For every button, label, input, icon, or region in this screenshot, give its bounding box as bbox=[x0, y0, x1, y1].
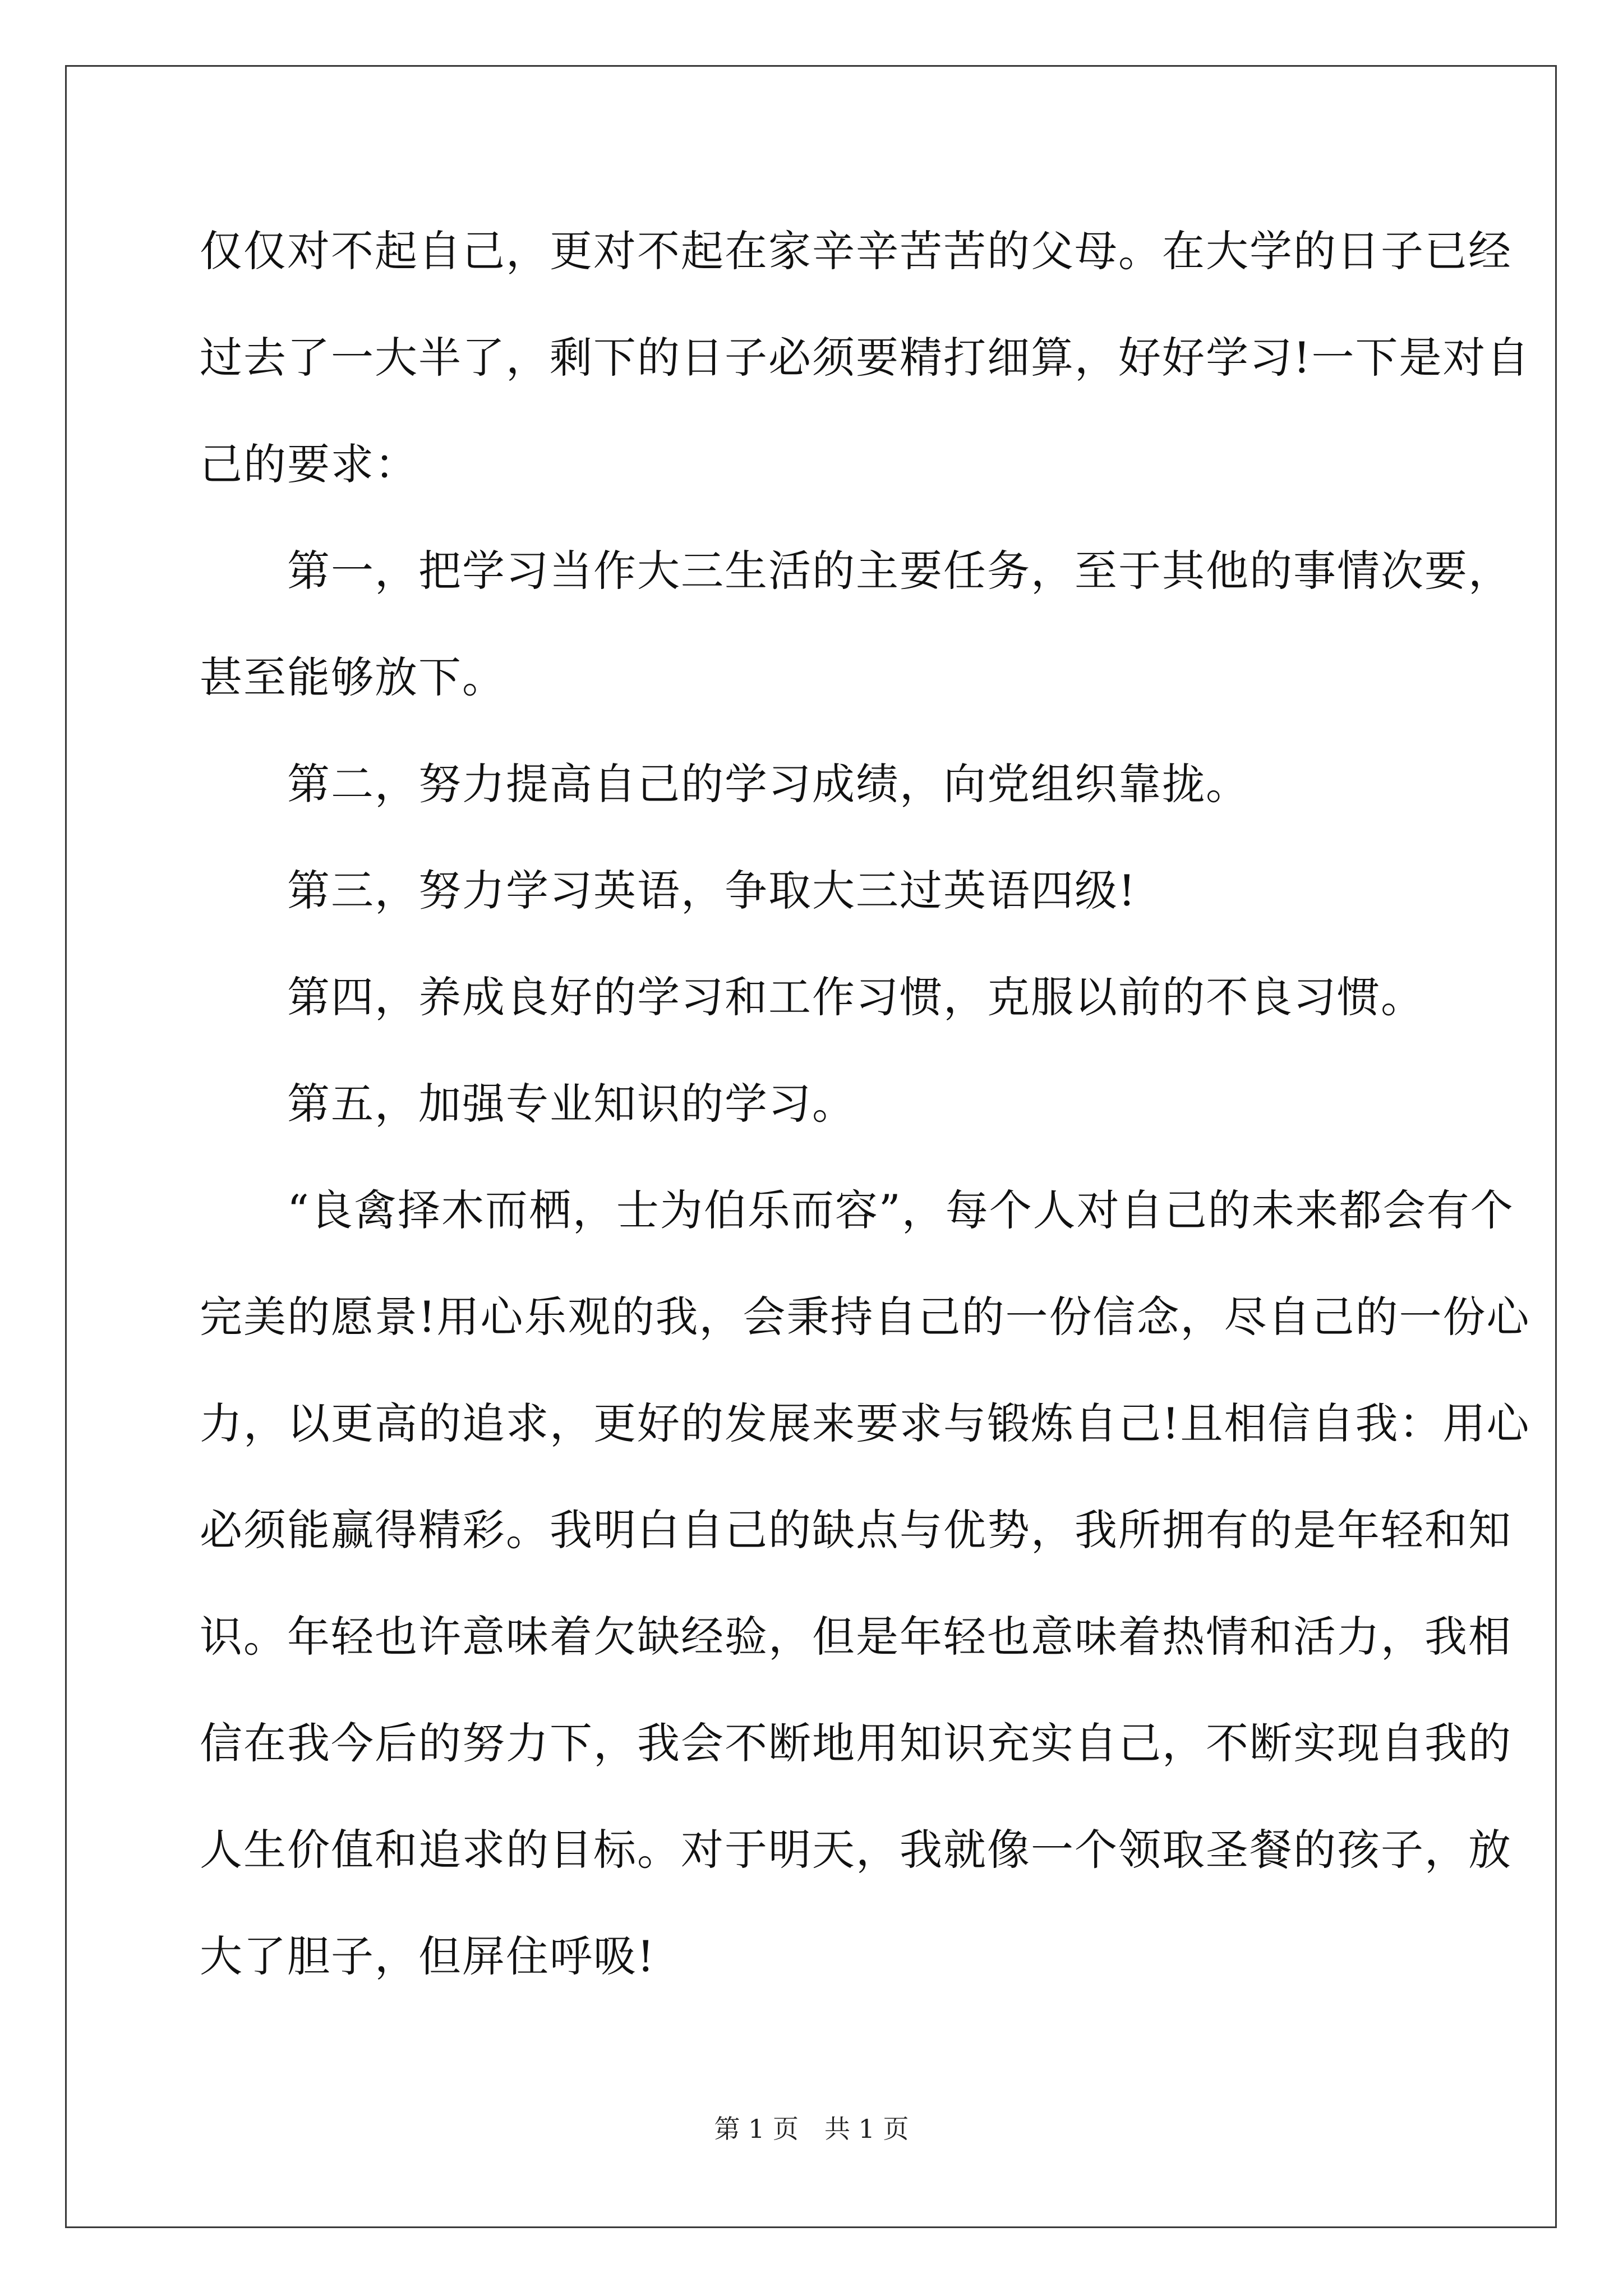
text-line: 第一，把学习当作大三生活的主要任务，至于其他的事情次要， bbox=[200, 546, 1512, 596]
text-line: 第四，养成良好的学习和工作习惯，克服以前的不良习惯。 bbox=[200, 972, 1424, 1022]
text-line: 己的要求： bbox=[200, 439, 418, 489]
text-line: 必须能赢得精彩。我明白自己的缺点与优势，我所拥有的是年轻和知 bbox=[200, 1505, 1512, 1555]
text-line: 第五，加强专业知识的学习。 bbox=[200, 1079, 856, 1129]
text-line: 完美的愿景!用心乐观的我，会秉持自己的一份信念，尽自己的一份心 bbox=[200, 1292, 1530, 1342]
text-line: 人生价值和追求的目标。对于明天，我就像一个领取圣餐的孩子，放 bbox=[200, 1825, 1512, 1875]
text-line: 大了胆子，但屏住呼吸! bbox=[200, 1931, 656, 1981]
text-line: 识。年轻也许意味着欠缺经验，但是年轻也意味着热情和活力，我相 bbox=[200, 1612, 1512, 1662]
text-line: 第三，努力学习英语，争取大三过英语四级! bbox=[200, 866, 1137, 915]
text-line: 甚至能够放下。 bbox=[200, 652, 506, 702]
page-number-footer: 第 1 页 共 1 页 bbox=[714, 2114, 909, 2144]
text-line: 信在我今后的努力下，我会不断地用知识充实自己，不断实现自我的 bbox=[200, 1718, 1512, 1768]
text-line: 过去了一大半了，剩下的日子必须要精打细算，好好学习!一下是对自 bbox=[200, 333, 1530, 383]
text-line: 仅仅对不起自己，更对不起在家辛辛苦苦的父母。在大学的日子已经 bbox=[200, 226, 1512, 276]
text-line: 力，以更高的追求，更好的发展来要求与锻炼自己!且相信自我：用心 bbox=[200, 1398, 1530, 1448]
text-line: 第二，努力提高自己的学习成绩，向党组织靠拢。 bbox=[200, 759, 1249, 809]
text-line: “良禽择木而栖，士为伯乐而容”，每个人对自己的未来都会有个 bbox=[200, 1185, 1514, 1235]
